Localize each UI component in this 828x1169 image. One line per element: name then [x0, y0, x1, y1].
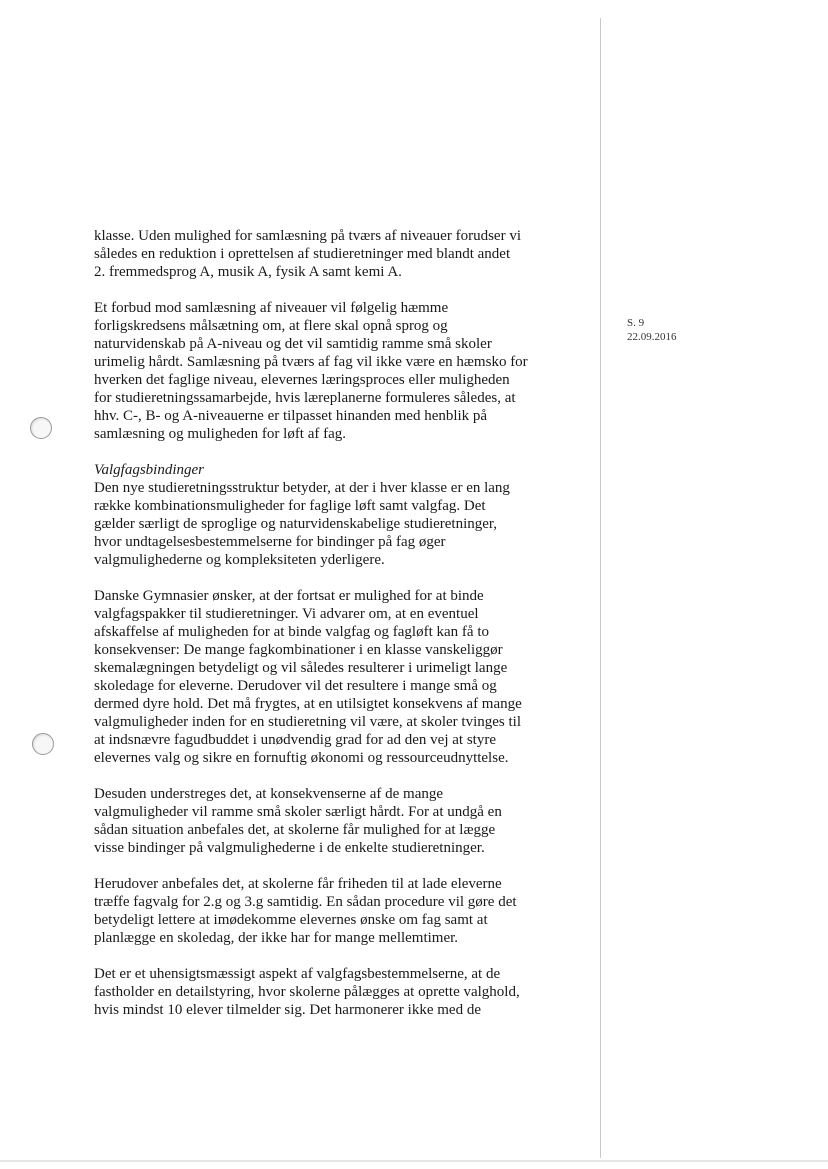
text-line: visse bindinger på valgmulighederne i de enkelte studieretninger.: [94, 840, 485, 856]
text-line: valgfagspakker til studieretninger. Vi advarer om, at en eventuel: [94, 606, 479, 622]
text-line: valgmuligheder inden for en studieretning vil være, at skoler tvinges til: [94, 714, 521, 730]
paragraph: [94, 587, 594, 767]
text-line: klasse. Uden mulighed for samlæsning på tværs af niveauer forudser vi: [94, 228, 521, 244]
text-line: betydeligt lettere at imødekomme elevernes ønske om fag samt at: [94, 912, 488, 928]
paragraph: [94, 299, 594, 443]
text-line: hvor undtagelsesbestemmelserne for bindinger på fag øger: [94, 534, 446, 550]
text-line: Det er et uhensigtsmæssigt aspekt af valgfagsbestemmelserne, at de: [94, 966, 501, 982]
text-line: konsekvenser: De mange fagkombinationer i en klasse vanskeliggør: [94, 642, 503, 658]
text-line: samlæsning og muligheden for løft af fag.: [94, 426, 347, 442]
section-heading: Valgfagsbindinger: [94, 462, 205, 478]
text-line: for studieretningssamarbejde, hvis læreplanerne formuleres således, at: [94, 390, 516, 406]
text-line: valgmuligheder vil ramme små skoler særligt hårdt. For at undgå en: [94, 804, 502, 820]
text-line: afskaffelse af muligheden for at binde valgfag og fagløft kan få to: [94, 624, 489, 640]
text-line: urimelig hårdt. Samlæsning på tværs af fag vil ikke være en hæmsko for: [94, 354, 528, 370]
text-line: at indsnævre fagudbuddet i unødvendig grad for ad den vej at styre: [94, 732, 496, 748]
text-line: hvis mindst 10 elever tilmelder sig. Det harmonerer ikke med de: [94, 1002, 481, 1018]
text-line: 2. fremmedsprog A, musik A, fysik A samt kemi A.: [94, 264, 402, 280]
paragraph: [94, 227, 594, 281]
text-line: Den nye studieretningsstruktur betyder, at der i hver klasse er en lang: [94, 480, 510, 496]
page-number: S. 9: [627, 317, 645, 329]
paragraph: [94, 785, 594, 857]
text-line: således en reduktion i oprettelsen af studieretninger med blandt andet: [94, 246, 511, 262]
text-line: dermed dyre hold. Det må frygtes, at en utilsigtet konsekvens af mange: [94, 696, 522, 712]
text-line: Danske Gymnasier ønsker, at der fortsat er mulighed for at binde: [94, 588, 484, 604]
text-line: hverken det faglige niveau, elevernes læringsproces eller muligheden: [94, 372, 510, 388]
punch-hole-icon: [32, 733, 54, 755]
paragraph: [94, 461, 594, 569]
margin-divider: [600, 18, 601, 1158]
text-line: Herudover anbefales det, at skolerne får friheden til at lade eleverne: [94, 876, 502, 892]
margin-note: [627, 316, 677, 344]
text-line: hhv. C-, B- og A-niveauerne er tilpasset hinanden med henblik på: [94, 408, 488, 424]
page-bottom-edge: [0, 1160, 828, 1162]
punch-hole-icon: [30, 417, 52, 439]
body-text: [94, 227, 594, 1037]
text-line: valgmulighederne og kompleksiteten yderligere.: [94, 552, 385, 568]
text-line: fastholder en detailstyring, hvor skolerne pålægges at oprette valghold,: [94, 984, 520, 1000]
text-line: skemalægningen betydeligt og vil således resulterer i urimeligt lange: [94, 660, 508, 676]
text-line: sådan situation anbefales det, at skolerne får mulighed for at lægge: [94, 822, 496, 838]
text-line: række kombinationsmuligheder for faglige løft samt valgfag. Det: [94, 498, 486, 514]
document-date: 22.09.2016: [627, 331, 677, 343]
text-line: gælder særligt de sproglige og naturvidenskabelige studieretninger,: [94, 516, 498, 532]
paragraph: [94, 965, 594, 1019]
text-line: planlægge en skoledag, der ikke har for mange mellemtimer.: [94, 930, 459, 946]
paragraph: [94, 875, 594, 947]
text-line: naturvidenskab på A-niveau og det vil samtidig ramme små skoler: [94, 336, 492, 352]
text-line: Desuden understreges det, at konsekvenserne af de mange: [94, 786, 444, 802]
text-line: skoledage for eleverne. Derudover vil det resultere i mange små og: [94, 678, 497, 694]
text-line: elevernes valg og sikre en fornuftig økonomi og ressourceudnyttelse.: [94, 750, 509, 766]
text-line: Et forbud mod samlæsning af niveauer vil følgelig hæmme: [94, 300, 449, 316]
text-line: træffe fagvalg for 2.g og 3.g samtidig. En sådan procedure vil gøre det: [94, 894, 517, 910]
text-line: forligskredsens målsætning om, at flere skal opnå sprog og: [94, 318, 448, 334]
